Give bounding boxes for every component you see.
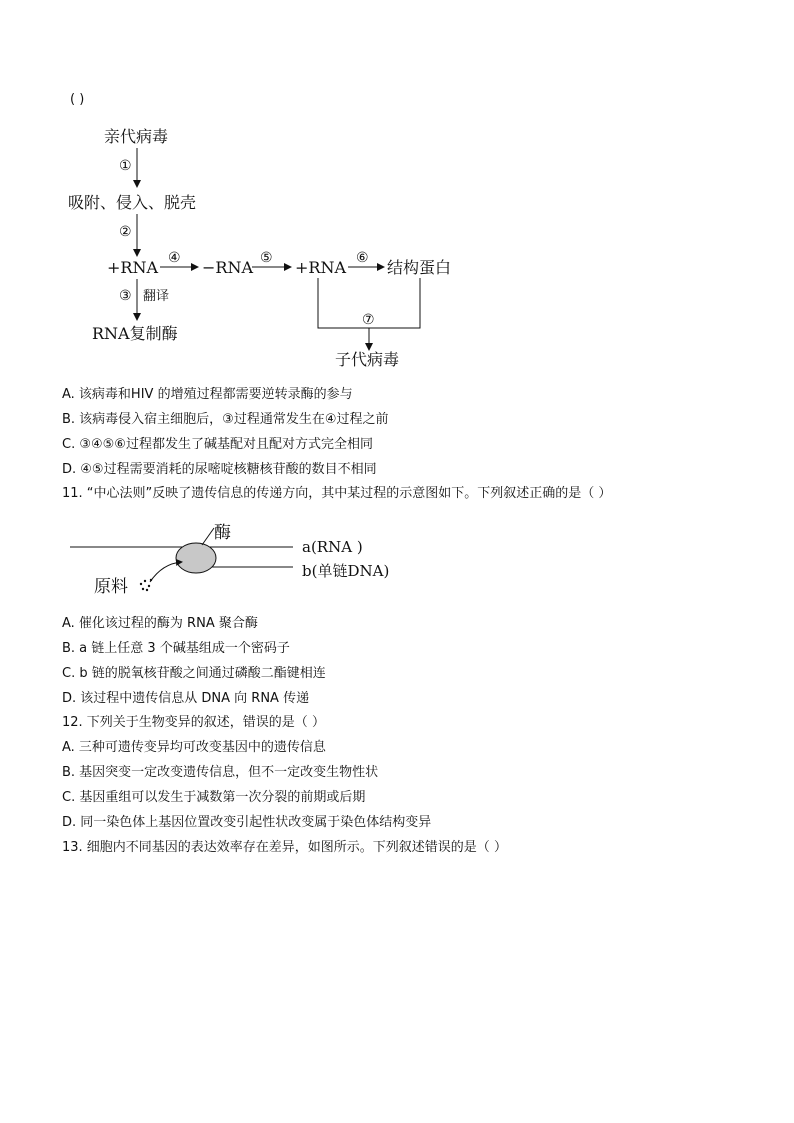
q13-stem: 13. 细胞内不同基因的表达效率存在差异，如图所示。下列叙述错误的是（ ）	[62, 840, 507, 855]
enzyme-label: 酶	[214, 523, 231, 543]
a-strand-label: a(RNA )	[302, 538, 363, 556]
b-strand-label: b(单链DNA)	[302, 562, 390, 580]
enzyme-pointer	[202, 528, 214, 545]
step3-marker: ③	[119, 288, 132, 304]
q11-option-c: C. b 链的脱氧核苷酸之间通过磷酸二酯键相连	[62, 666, 326, 681]
step4-marker: ④	[168, 250, 181, 266]
enzyme-ellipse	[176, 543, 216, 573]
step2-marker: ②	[119, 224, 132, 240]
q12-option-d: D. 同一染色体上基因位置改变引起性状改变属于染色体结构变异	[62, 815, 432, 830]
q10-option-a: A. 该病毒和HIV 的增殖过程都需要逆转录酶的参与	[62, 387, 353, 402]
struct-protein-label: 结构蛋白	[387, 258, 452, 277]
q10-option-d: D. ④⑤过程需要消耗的尿嘧啶核糖核苷酸的数目不相同	[62, 462, 377, 477]
raw-material-label: 原料	[94, 577, 128, 597]
translate-label: 翻译	[143, 289, 170, 304]
plus-rna-2: +RNA	[295, 258, 347, 277]
q12-option-b: B. 基因突变一定改变遗传信息，但不一定改变生物性状	[62, 765, 379, 780]
q10-option-c: C. ③④⑤⑥过程都发生了碱基配对且配对方式完全相同	[62, 437, 373, 452]
minus-rna: −RNA	[202, 258, 254, 277]
q10-paren: ( )	[70, 92, 85, 107]
q12-stem: 12. 下列关于生物变异的叙述，错误的是（ ）	[62, 715, 325, 730]
raw-material-arrow	[150, 562, 182, 582]
plus-rna-1: +RNA	[107, 258, 159, 277]
nucleotide-dots	[140, 579, 152, 591]
offspring-virus-label: 子代病毒	[335, 350, 400, 369]
q12-option-c: C. 基因重组可以发生于减数第一次分裂的前期或后期	[62, 790, 366, 805]
q11-option-a: A. 催化该过程的酶为 RNA 聚合酶	[62, 616, 258, 631]
adsorb-label: 吸附、侵入、脱壳	[68, 193, 197, 212]
q11-option-d: D. 该过程中遗传信息从 DNA 向 RNA 传递	[62, 691, 310, 706]
rna-replicase-label: RNA复制酶	[92, 324, 178, 343]
step1-marker: ①	[119, 158, 132, 174]
q11-stem: 11. “中心法则”反映了遗传信息的传递方向，其中某过程的示意图如下。下列叙述正确的是（ ）	[62, 486, 612, 501]
q12-option-a: A. 三种可遗传变异均可改变基因中的遗传信息	[62, 740, 326, 755]
step7-marker: ⑦	[362, 312, 375, 328]
step5-marker: ⑤	[260, 250, 273, 266]
q11-option-b: B. a 链上任意 3 个碱基组成一个密码子	[62, 641, 290, 656]
step6-marker: ⑥	[356, 250, 369, 266]
parent-virus-label: 亲代病毒	[104, 127, 169, 146]
q10-option-b: B. 该病毒侵入宿主细胞后，③过程通常发生在④过程之前	[62, 412, 389, 427]
